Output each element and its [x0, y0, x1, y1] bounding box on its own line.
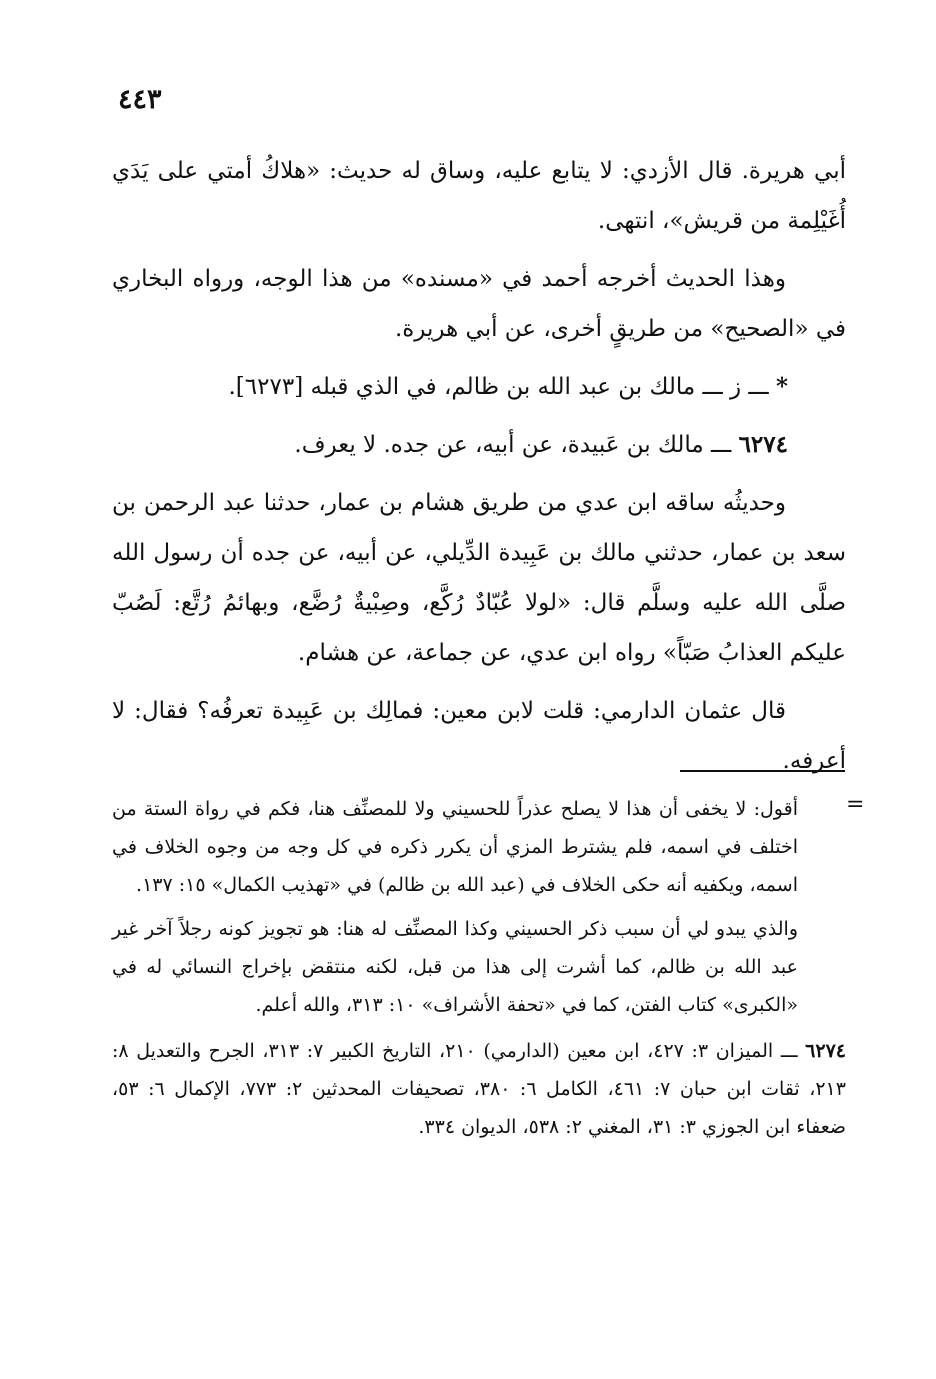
main-text	[112, 146, 846, 794]
entry-added-malik	[112, 362, 846, 412]
entry-6274	[112, 420, 846, 470]
entry-6274-text: ـــ مالك بن عَبيدة، عن أبيه، عن جده. لا يعرف.	[294, 432, 732, 458]
footnote-divider	[680, 770, 845, 772]
footnote-continued	[112, 790, 846, 1024]
footnote-6274	[112, 1032, 846, 1146]
footnotes	[112, 790, 846, 1146]
page-number: ٤٤٣	[118, 84, 162, 115]
footnote-paragraph-2: والذي يبدو لي أن سبب ذكر الحسيني وكذا المصنِّف له هنا: هو تجويز كونه رجلاً آخر غير عبد الله بن ظالم، كما أشرت إلى هذا من قبل، لكنه منتقض بإخراج النسائي له في «الكبرى» كتاب الفتن، كما في «تحفة الأشراف» ١٠: ٣١٣، والله أعلم.	[112, 918, 798, 1016]
continuation-mark: =	[846, 792, 865, 817]
entry-added-text: ـــ ز ـــ مالك بن عبد الله بن ظالم، في الذي قبله [٦٢٧٣].	[228, 374, 769, 400]
paragraph-4: قال عثمان الدارمي: قلت لابن معين: فمالِك بن عَبِيدة تعرفُه؟ فقال: لا أعرفه.	[112, 698, 846, 774]
paragraph-3: وحديثُه ساقه ابن عدي من طريق هشام بن عمار، حدثنا عبد الرحمن بن سعد بن عمار، حدثني مالك بن عَبِيدة الدِّيلي، عن أبيه، عن جده أن رسول الله صلَّى الله عليه وسلَّم قال: «لولا عُبّادٌ رُكَّع، وصِبْيةٌ رُضَّع، وبهائمُ رُتَّع: لَصُبّ عليكم العذابُ صَبّاً» رواه ابن عدي، عن جماعة، عن هشام.	[112, 490, 846, 666]
footnote-paragraph-1: أقول: لا يخفى أن هذا لا يصلح عذراً للحسيني ولا للمصنِّف هنا، فكم في رواة الستة من اختلف في اسمه، فلم يشترط المزي أن يكرر ذكره في كل وجه من وجوه الخلاف في اسمه، ويكفيه أنه حكى الخلاف في (عبد الله بن ظالم) في «تهذيب الكمال» ١٥: ١٣٧.	[112, 798, 798, 896]
footnote-6274-text: ـــ الميزان ٣: ٤٢٧، ابن معين (الدارمي) ٢١٠، التاريخ الكبير ٧: ٣١٣، الجرح والتعديل ٨: ٢١٣، ثقات ابن حبان ٧: ٤٦١، الكامل ٦: ٣٨٠، تصحيفات المحدثين ٢: ٧٧٣، الإكمال ٦: ٥٣، ضعفاء ابن الجوزي ٣: ٣١، المغني ٢: ٥٣٨، الديوان ٣٣٤.	[112, 1040, 846, 1138]
footnote-number: ٦٢٧٤	[805, 1040, 846, 1062]
entry-number: ٦٢٧٤	[738, 431, 788, 458]
asterisk-marker: *	[775, 373, 788, 400]
paragraph-2: وهذا الحديث أخرجه أحمد في «مسنده» من هذا الوجه، ورواه البخاري في «الصحيح» من طريقٍ أخرى، عن أبي هريرة.	[112, 266, 846, 342]
paragraph-1: أبي هريرة. قال الأزدي: لا يتابع عليه، وساق له حديث: «هلاكُ أمتي على يَدَي أُغَيْلِمة من قريش»، انتهى.	[112, 158, 846, 234]
